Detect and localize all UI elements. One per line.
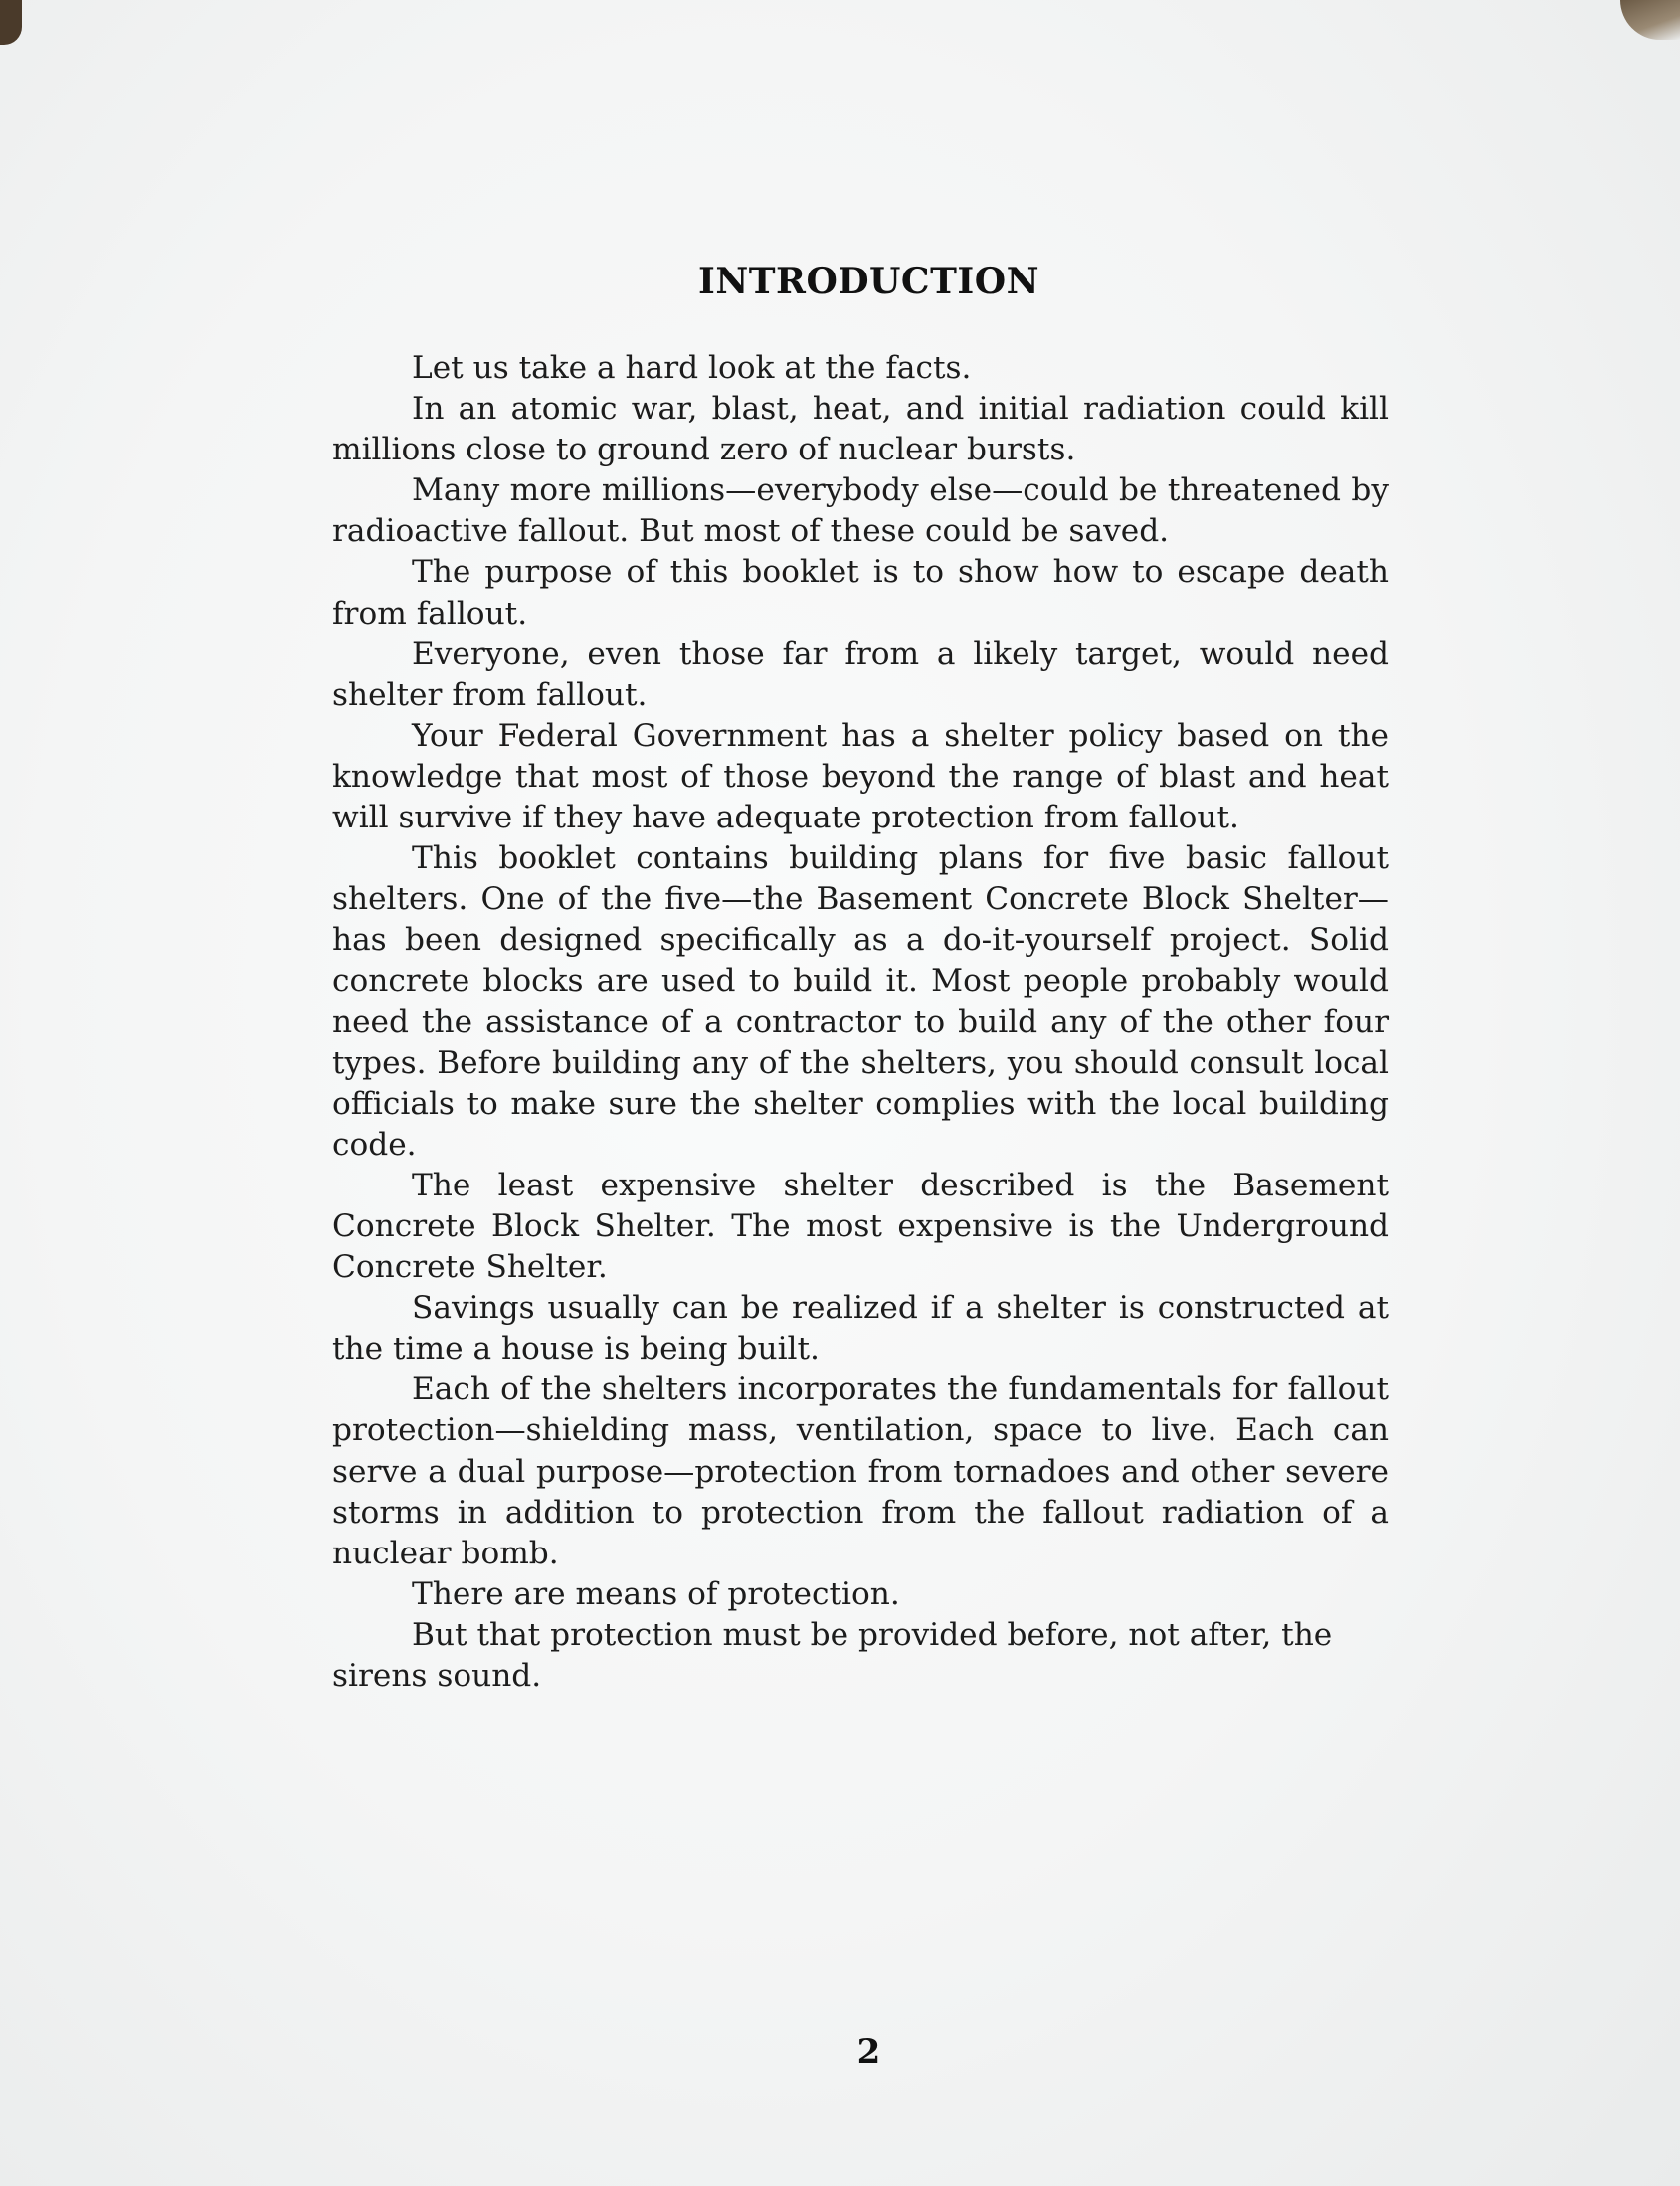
page-corner-shadow	[1620, 0, 1680, 40]
paragraph: The purpose of this booklet is to show how to escape death from fallout.	[332, 554, 1389, 632]
paragraph: The least expensive shelter described is the Basement Concrete Block Shelter. The most expensive is the Underground Concrete Shelter.	[332, 1167, 1389, 1286]
page-corner-shadow	[0, 0, 22, 45]
paragraph: This booklet contains building plans for five basic fallout shelters. One of the five—the Basement Concrete Block Shelter—has been designed specifically as a do-it-yourself project. Solid concrete blocks are used to build it. Most people probably would need the assistance of a contractor to build any of the other four types. Before building any of the shelters, you should consult local officials to make sure the shelter complies with the local building code.	[332, 840, 1389, 1163]
introduction-body	[332, 348, 1389, 1697]
paragraph: Your Federal Government has a shelter policy based on the knowledge that most of those beyond the range of blast and heat will survive if they have adequate protection from fallout.	[332, 717, 1389, 836]
paragraph: But that protection must be provided before, not after, the sirens sound.	[332, 1616, 1333, 1694]
paragraph: Each of the shelters incorporates the fundamentals for fallout protection—shielding mass, ventilation, space to live. Each can serve a dual purpose—protection from tornadoes and other severe storms in addition to protection from the fallout radiation of a nuclear bomb.	[332, 1371, 1389, 1571]
page-number: 2	[856, 2032, 881, 2072]
paragraph: Many more millions—everybody else—could be threatened by radioactive fallout. But most of these could be saved.	[332, 472, 1389, 550]
paragraph: Everyone, even those far from a likely target, would need shelter from fallout.	[332, 636, 1389, 713]
paragraph: Savings usually can be realized if a shelter is constructed at the time a house is being built.	[332, 1290, 1389, 1367]
paragraph: There are means of protection.	[412, 1575, 900, 1612]
page-title: INTRODUCTION	[698, 261, 1039, 303]
paragraph: Let us take a hard look at the facts.	[412, 350, 972, 386]
paragraph: In an atomic war, blast, heat, and initial radiation could kill millions close to ground zero of nuclear bursts.	[332, 391, 1389, 468]
